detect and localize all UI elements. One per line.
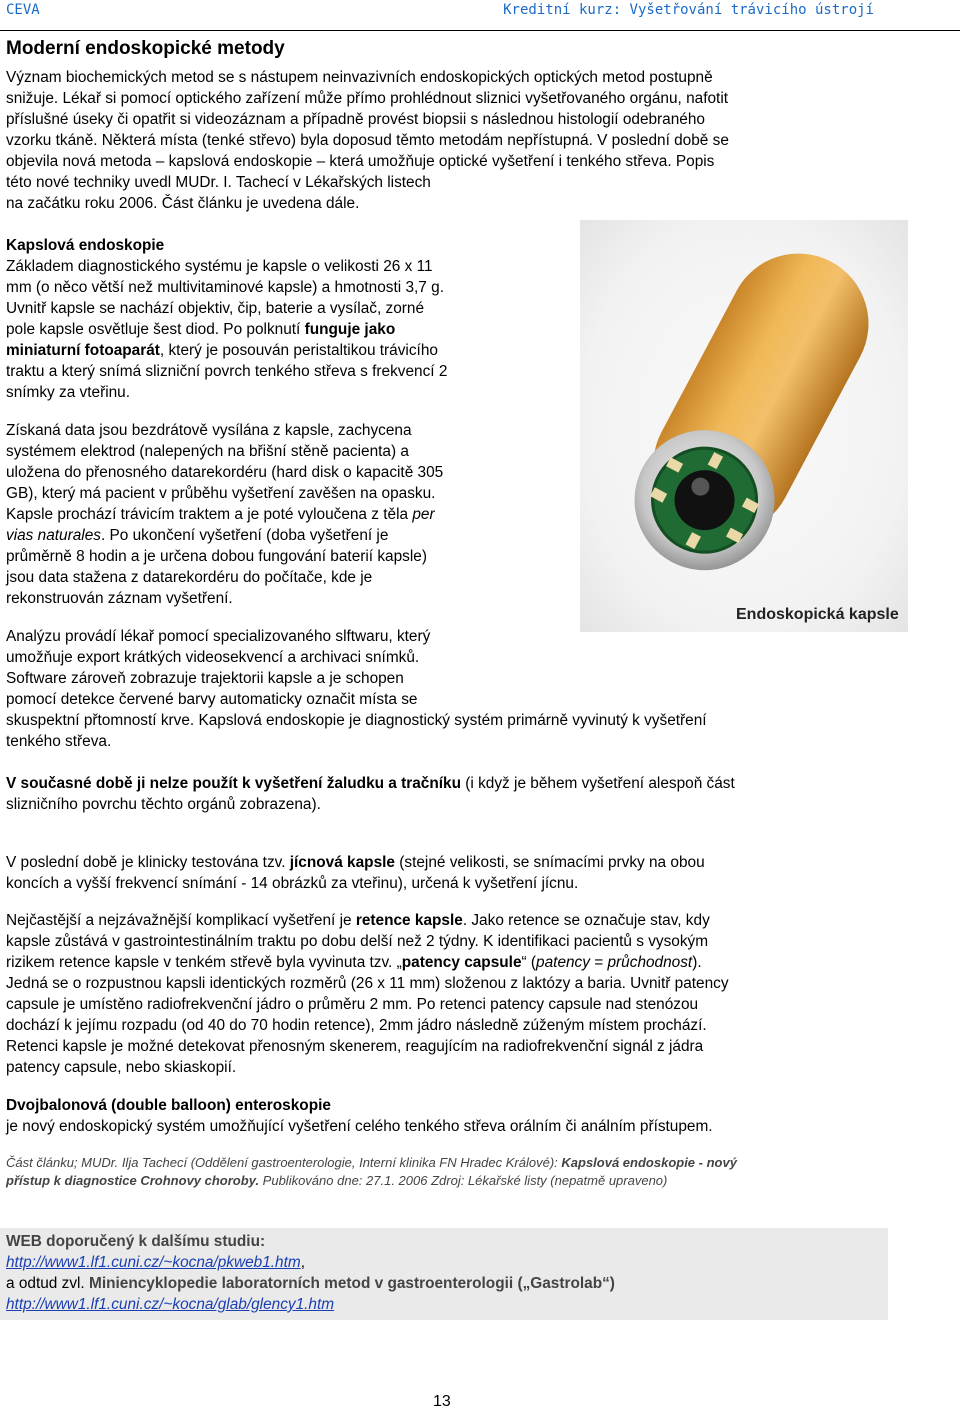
capsule-photo: [580, 220, 908, 632]
intro-line: vzorku tkáně. Některá místa (tenké střevo) byla doposud těmto metodám nepřístupná. V poslední době se: [6, 132, 729, 149]
capsule-line: miniaturní fotoaparát, který je posouván peristaltikou trávicího: [6, 342, 438, 359]
web-recommendation-box: [0, 1228, 888, 1320]
capsule-line: Uvnitř kapsle se nachází objektiv, čip, baterie a vysílač, zorné: [6, 300, 425, 317]
capsule-line: snímky za vteřinu.: [6, 384, 131, 401]
data-line: uložena do přenosného datarekordéru (hard disk o kapacitě 305: [6, 464, 444, 481]
data-line: Kapsle prochází trávicím traktem a je poté vyloučena z těla per: [6, 506, 435, 523]
retention-line: kapsle zůstává v gastrointestinálním traktu po dobu delší než 2 týdny. K identifikaci pacientů s vysokým: [6, 933, 709, 950]
retention-line: patency capsule, nebo skiaskopií.: [6, 1059, 237, 1076]
page-header: [0, 0, 960, 31]
intro-line: objevila nová metoda – kapslová endoskopie – která umožňuje optické vyšetření i tenkého střeva. Popis: [6, 153, 715, 170]
image-caption: Endoskopická kapsle: [736, 606, 899, 623]
data-line: rekonstruován záznam vyšetření.: [6, 590, 233, 607]
intro-line: Význam biochemických metod se s nástupem neinvazivních endoskopických optických metod postupně: [6, 69, 713, 86]
stomach-line: slizničního povrchu těchto orgánů zobrazena).: [6, 796, 321, 813]
stomach-line: V současné době ji nelze použít k vyšetření žaludku a tračníku (i když je během vyšetření alespoň část: [6, 775, 735, 792]
header-left: CEVA: [6, 2, 40, 18]
retention-line: Nejčastější a nejzávažnější komplikací vyšetření je retence kapsle. Jako retence se označuje stav, kdy: [6, 912, 710, 929]
balloon-text: je nový endoskopický systém umožňující vyšetření celého tenkého střeva orálním či análním přístupem.: [6, 1118, 713, 1135]
link-glency1[interactable]: http://www1.lf1.cuni.cz/~kocna/glab/glency1.htm: [6, 1296, 335, 1313]
capsule-line: mm (o něco větší než multivitaminové kapsle) a hmotnosti 3,7 g.: [6, 279, 444, 296]
esophageal-line: V poslední době je klinicky testována tzv. jícnová kapsle (stejné velikosti, se snímacími prvky na obou: [6, 854, 705, 871]
capsule-line: Základem diagnostického systému je kapsle o velikosti 26 x 11: [6, 258, 433, 275]
esophageal-line: koncích a vyšší frekvencí snímání - 14 obrázků za vteřinu), určená k vyšetření jícnu.: [6, 875, 579, 892]
web-line: http://www1.lf1.cuni.cz/~kocna/pkweb1.htm,: [6, 1254, 305, 1271]
analysis-line: Analýzu provádí lékař pomocí specializovaného slftwaru, který: [6, 628, 431, 645]
data-line: průměrně 8 hodin a je určena dobou fungování baterií kapsle): [6, 548, 427, 565]
web-line: a odtud zvl. Miniencyklopedie laboratorních metod v gastroenterologii („Gastrolab“): [6, 1275, 615, 1292]
data-line: Získaná data jsou bezdrátově vysílána z kapsle, zachycena: [6, 422, 412, 439]
web-heading: WEB doporučený k dalšímu studiu:: [6, 1233, 266, 1250]
link-pkweb1[interactable]: http://www1.lf1.cuni.cz/~kocna/pkweb1.htm: [6, 1254, 301, 1271]
analysis-line: umožňuje export krátkých videosekvencí a archivaci snímků.: [6, 649, 420, 666]
capsule-illustration: [580, 220, 908, 632]
data-line: vias naturales. Po ukončení vyšetření (doba vyšetření je: [6, 527, 389, 544]
retention-line: Jedná se o rozpustnou kapsli identických rozměrů (26 x 11 mm) složenou z laktózy a baria. Uvnitř patency: [6, 975, 729, 992]
data-line: systémem elektrod (nalepených na břišní stěně pacienta) a: [6, 443, 409, 460]
retention-line: capsule je umístěno radiofrekvenční jádro o průměru 2 mm. Po retenci patency capsule nad stenózou: [6, 996, 699, 1013]
data-line: jsou data stažena z datarekordéru do počítače, kde je: [6, 569, 373, 586]
analysis-line: Software zároveň zobrazuje trajektorii kapsle a je schopen: [6, 670, 404, 687]
section-heading-capsule: Kapslová endoskopie: [6, 237, 165, 254]
analysis-line: tenkého střeva.: [6, 733, 112, 750]
retention-line: rizikem retence kapsle v tenkém střevě byla vyvinuta tzv. „patency capsule“ (patency = průchodnost).: [6, 954, 702, 971]
retention-line: dochází k jejímu rozpadu (od 40 do 70 hodin retence), 2mm jádro následně zúženým místem prochází.: [6, 1017, 707, 1034]
capsule-line: pole kapsle osvětluje šest diod. Po polknutí funguje jako: [6, 321, 396, 338]
source-line: přístup k diagnostice Crohnovy choroby. Publikováno dne: 27.1. 2006 Zdroj: Lékařské listy (nepatmě upraveno): [6, 1173, 668, 1188]
page-title: Moderní endoskopické metody: [6, 38, 285, 59]
capsule-line: traktu a který snímá slizniční povrch tenkého střeva s frekvencí 2: [6, 363, 448, 380]
data-line: GB), který má pacient v průběhu vyšetření zavěšen na opasku.: [6, 485, 436, 502]
header-right: Kreditní kurz: Vyšetřování trávicího ústrojí: [503, 2, 874, 18]
web-line: [6, 1294, 334, 1315]
intro-line: snižuje. Lékař si pomocí optického zařízení může přímo prohlédnout sliznici vyšetřovaného orgánu, nafotit: [6, 90, 729, 107]
intro-line: této nové techniky uvedl MUDr. I. Tachecí v Lékařských listech: [6, 174, 431, 191]
analysis-line: skuspektní přtomností krve. Kapslová endoskopie je diagnostický systém primárně vyvinutý k vyšetření: [6, 712, 707, 729]
section-heading-balloon: Dvojbalonová (double balloon) enteroskopie: [6, 1097, 331, 1114]
page-number: 13: [433, 1393, 451, 1410]
intro-line: na začátku roku 2006. Část článku je uvedena dále.: [6, 195, 360, 212]
analysis-line: pomocí detekce červené barvy automaticky označit místa se: [6, 691, 418, 708]
source-line: Část článku; MUDr. Ilja Tachecí (Oddělení gastroenterologie, Interní klinika FN Hradec Králové): Kapslová endoskopie - nový: [6, 1155, 737, 1170]
retention-line: Retenci kapsle je možné detekovat přenosným skenerem, reagujícím na radiofrekvenční signál z jádra: [6, 1038, 704, 1055]
intro-line: příslušné úseky či opatřit si videozáznam a případně provést biopsii s následnou histologií odebraného: [6, 111, 705, 128]
